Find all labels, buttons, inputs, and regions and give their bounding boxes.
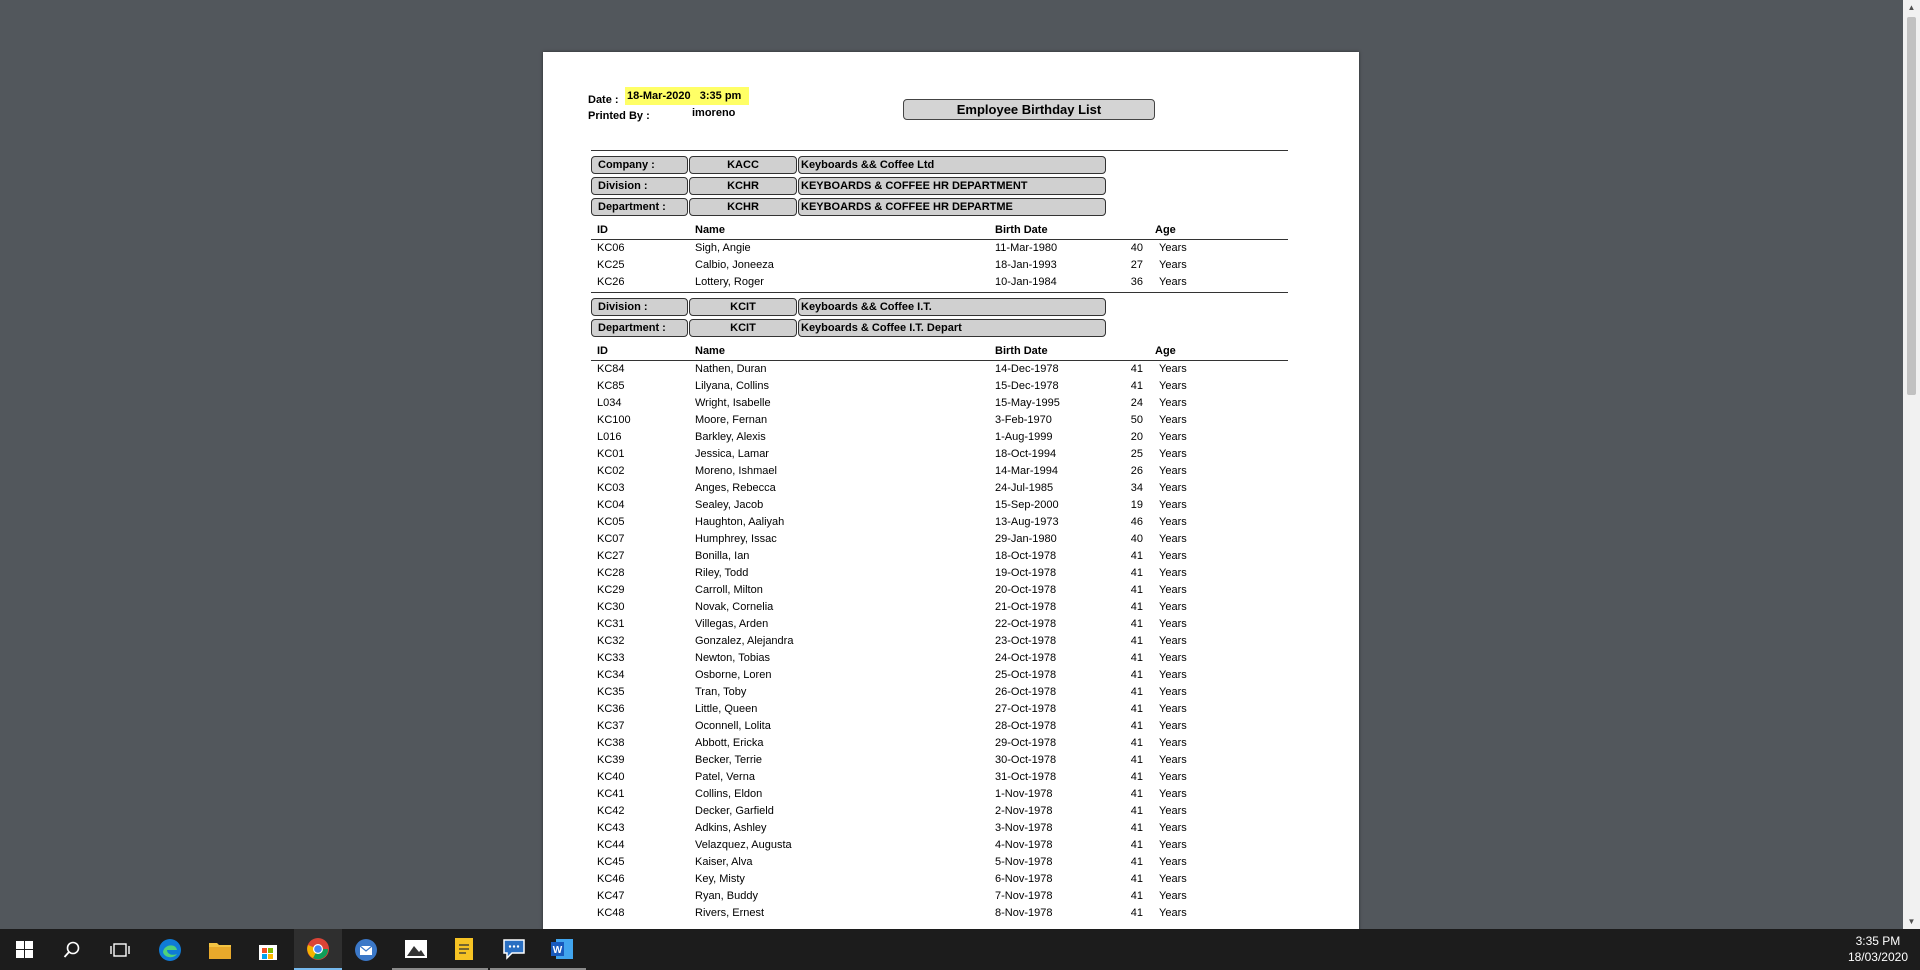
age-unit: Years — [1159, 380, 1187, 392]
employee-id: KC39 — [597, 754, 625, 766]
employee-name: Wright, Isabelle — [695, 397, 771, 409]
employee-name: Moore, Fernan — [695, 414, 768, 426]
department-name: Keyboards & Coffee I.T. Depart — [798, 319, 1106, 337]
department-code: KCHR — [689, 198, 797, 216]
age-value: 41 — [1130, 703, 1143, 715]
birth-date: 13-Aug-1973 — [995, 516, 1059, 528]
table-row — [543, 686, 1359, 703]
date-time-value — [625, 90, 749, 102]
age-value: 25 — [1130, 448, 1143, 460]
report-title: Employee Birthday List — [903, 99, 1155, 120]
employee-id: KC84 — [597, 363, 625, 375]
employee-id: KC07 — [597, 533, 625, 545]
employee-id: KC04 — [597, 499, 625, 511]
table-row — [543, 618, 1359, 635]
table-row — [543, 242, 1359, 259]
employee-name: Little, Queen — [695, 703, 758, 715]
age-value: 41 — [1130, 618, 1143, 630]
birth-date: 2-Nov-1978 — [995, 805, 1053, 817]
employee-name: Sealey, Jacob — [695, 499, 764, 511]
age-unit: Years — [1159, 397, 1187, 409]
word-icon[interactable] — [538, 929, 586, 970]
employee-id: KC48 — [597, 907, 625, 919]
employee-name: Gonzalez, Alejandra — [695, 635, 794, 647]
birth-date: 31-Oct-1978 — [995, 771, 1057, 783]
table-row — [543, 873, 1359, 890]
vertical-scrollbar[interactable] — [1903, 0, 1920, 929]
age-value: 50 — [1130, 414, 1143, 426]
age-unit: Years — [1159, 448, 1187, 460]
birth-date: 28-Oct-1978 — [995, 720, 1057, 732]
birth-date: 1-Aug-1999 — [995, 431, 1053, 443]
employee-name: Ryan, Buddy — [695, 890, 758, 902]
scroll-down-arrow-icon[interactable]: ▼ — [1907, 917, 1916, 926]
employee-id: L034 — [597, 397, 622, 409]
employee-name: Oconnell, Lolita — [695, 720, 771, 732]
table-row — [543, 856, 1359, 873]
task-view-icon[interactable] — [96, 929, 144, 970]
age-unit: Years — [1159, 754, 1187, 766]
table-row — [543, 259, 1359, 276]
employee-name: Moreno, Ishmael — [695, 465, 777, 477]
birth-date: 20-Oct-1978 — [995, 584, 1057, 596]
age-value: 41 — [1130, 363, 1143, 375]
search-icon[interactable] — [48, 929, 96, 970]
date-value: 18-Mar-2020 — [627, 90, 691, 102]
age-value: 41 — [1130, 890, 1143, 902]
employee-name: Patel, Verna — [695, 771, 755, 783]
table-row — [543, 380, 1359, 397]
column-rule — [591, 239, 1288, 240]
table-row — [543, 516, 1359, 533]
table-row — [543, 601, 1359, 618]
age-unit: Years — [1159, 635, 1187, 647]
employee-id: KC42 — [597, 805, 625, 817]
table-row — [543, 652, 1359, 669]
employee-name: Kaiser, Alva — [695, 856, 753, 868]
age-value: 41 — [1130, 737, 1143, 749]
birth-date: 24-Oct-1978 — [995, 652, 1057, 664]
age-value: 41 — [1130, 805, 1143, 817]
birth-date: 6-Nov-1978 — [995, 873, 1053, 885]
age-value: 41 — [1130, 907, 1143, 919]
birth-date: 14-Dec-1978 — [995, 363, 1059, 375]
table-row — [543, 533, 1359, 550]
division-label: Division : — [591, 177, 688, 195]
table-row — [543, 567, 1359, 584]
age-value: 41 — [1130, 686, 1143, 698]
birth-date: 15-May-1995 — [995, 397, 1060, 409]
age-unit: Years — [1159, 686, 1187, 698]
age-unit: Years — [1159, 839, 1187, 851]
age-value: 24 — [1130, 397, 1143, 409]
birth-date: 22-Oct-1978 — [995, 618, 1057, 630]
company-label: Company : — [591, 156, 688, 174]
employee-id: KC31 — [597, 618, 625, 630]
age-value: 19 — [1130, 499, 1143, 511]
age-unit: Years — [1159, 259, 1187, 271]
birth-date: 7-Nov-1978 — [995, 890, 1053, 902]
photos-icon[interactable] — [392, 929, 440, 970]
department-label: Department : — [591, 319, 688, 337]
employee-name: Calbio, Joneeza — [695, 259, 774, 271]
company-code: KACC — [689, 156, 797, 174]
department-name: KEYBOARDS & COFFEE HR DEPARTME — [798, 198, 1106, 216]
age-unit: Years — [1159, 550, 1187, 562]
table-row — [543, 771, 1359, 788]
employee-id: KC40 — [597, 771, 625, 783]
age-unit: Years — [1159, 533, 1187, 545]
birth-date: 26-Oct-1978 — [995, 686, 1057, 698]
age-unit: Years — [1159, 805, 1187, 817]
table-row — [543, 635, 1359, 652]
sticky-notes-icon[interactable] — [440, 929, 488, 970]
feedback-icon[interactable] — [490, 929, 538, 970]
employee-name: Abbott, Ericka — [695, 737, 764, 749]
birth-date: 11-Mar-1980 — [995, 242, 1058, 254]
employee-id: KC29 — [597, 584, 625, 596]
division-code: KCHR — [689, 177, 797, 195]
age-value: 41 — [1130, 652, 1143, 664]
birth-date: 19-Oct-1978 — [995, 567, 1057, 579]
age-value: 34 — [1130, 482, 1143, 494]
employee-id: KC47 — [597, 890, 625, 902]
scroll-thumb[interactable] — [1907, 17, 1916, 395]
age-unit: Years — [1159, 363, 1187, 375]
employee-id: KC32 — [597, 635, 625, 647]
age-value: 41 — [1130, 567, 1143, 579]
employee-id: KC37 — [597, 720, 625, 732]
store-icon[interactable] — [244, 929, 292, 970]
clock-time: 3:35 PM — [1855, 934, 1901, 948]
age-unit: Years — [1159, 618, 1187, 630]
table-row — [543, 669, 1359, 686]
age-value: 41 — [1130, 771, 1143, 783]
employee-id: KC46 — [597, 873, 625, 885]
employee-id: KC25 — [597, 259, 625, 271]
employee-name: Rivers, Ernest — [695, 907, 765, 919]
table-row — [543, 805, 1359, 822]
age-value: 41 — [1130, 788, 1143, 800]
age-value: 41 — [1130, 550, 1143, 562]
header-rule — [591, 150, 1288, 151]
birth-date: 23-Oct-1978 — [995, 635, 1057, 647]
employee-id: KC34 — [597, 669, 625, 681]
table-row — [543, 363, 1359, 380]
age-value: 41 — [1130, 856, 1143, 868]
employee-name: Anges, Rebecca — [695, 482, 776, 494]
table-row — [543, 788, 1359, 805]
employee-name: Villegas, Arden — [695, 618, 769, 630]
birth-date: 15-Dec-1978 — [995, 380, 1059, 392]
col-age-header: Age — [1155, 345, 1176, 357]
employee-id: KC26 — [597, 276, 625, 288]
clock-date: 18/03/2020 — [1847, 950, 1908, 964]
age-unit: Years — [1159, 601, 1187, 613]
age-unit: Years — [1159, 788, 1187, 800]
col-birthdate-header: Birth Date — [995, 224, 1048, 236]
age-value: 41 — [1130, 669, 1143, 681]
company-name: Keyboards && Coffee Ltd — [798, 156, 1106, 174]
col-name-header: Name — [695, 345, 725, 357]
employee-id: KC100 — [597, 414, 631, 426]
age-unit: Years — [1159, 652, 1187, 664]
age-value: 41 — [1130, 601, 1143, 613]
age-value: 41 — [1130, 839, 1143, 851]
department-code: KCIT — [689, 319, 797, 337]
birth-date: 30-Oct-1978 — [995, 754, 1057, 766]
group-rule — [591, 292, 1288, 293]
taskbar — [0, 929, 1920, 970]
division-name: KEYBOARDS & COFFEE HR DEPARTMENT — [798, 177, 1106, 195]
birth-date: 8-Nov-1978 — [995, 907, 1053, 919]
col-age-header: Age — [1155, 224, 1176, 236]
table-row — [543, 465, 1359, 482]
table-row — [543, 276, 1359, 293]
birth-date: 1-Nov-1978 — [995, 788, 1053, 800]
employee-name: Velazquez, Augusta — [695, 839, 792, 851]
table-row — [543, 907, 1359, 924]
table-row — [543, 754, 1359, 771]
age-value: 40 — [1130, 533, 1143, 545]
division-code: KCIT — [689, 298, 797, 316]
birth-date: 3-Nov-1978 — [995, 822, 1053, 834]
age-unit: Years — [1159, 720, 1187, 732]
employee-name: Key, Misty — [695, 873, 745, 885]
age-value: 41 — [1130, 822, 1143, 834]
col-birthdate-header: Birth Date — [995, 345, 1048, 357]
scroll-up-arrow-icon[interactable]: ▲ — [1907, 3, 1916, 12]
mail-icon[interactable] — [342, 929, 390, 970]
employee-name: Bonilla, Ian — [695, 550, 750, 562]
age-unit: Years — [1159, 242, 1187, 254]
table-row — [543, 839, 1359, 856]
chrome-icon[interactable] — [294, 929, 342, 970]
age-unit: Years — [1159, 431, 1187, 443]
age-unit: Years — [1159, 771, 1187, 783]
report-page — [543, 52, 1359, 929]
employee-id: KC45 — [597, 856, 625, 868]
employee-id: KC27 — [597, 550, 625, 562]
birth-date: 25-Oct-1978 — [995, 669, 1057, 681]
employee-name: Decker, Garfield — [695, 805, 774, 817]
table-row — [543, 550, 1359, 567]
table-row — [543, 499, 1359, 516]
age-unit: Years — [1159, 873, 1187, 885]
employee-id: KC28 — [597, 567, 625, 579]
col-id-header: ID — [597, 345, 608, 357]
employee-name: Tran, Toby — [695, 686, 747, 698]
windows-start-icon[interactable] — [0, 929, 48, 970]
age-unit: Years — [1159, 276, 1187, 288]
table-row — [543, 397, 1359, 414]
employee-id: KC38 — [597, 737, 625, 749]
col-name-header: Name — [695, 224, 725, 236]
birth-date: 27-Oct-1978 — [995, 703, 1057, 715]
age-value: 40 — [1130, 242, 1143, 254]
division-label: Division : — [591, 298, 688, 316]
col-id-header: ID — [597, 224, 608, 236]
birth-date: 24-Jul-1985 — [995, 482, 1054, 494]
table-row — [543, 703, 1359, 720]
employee-name: Adkins, Ashley — [695, 822, 767, 834]
employee-name: Lottery, Roger — [695, 276, 764, 288]
birth-date: 29-Jan-1980 — [995, 533, 1057, 545]
employee-id: KC36 — [597, 703, 625, 715]
employee-id: KC30 — [597, 601, 625, 613]
employee-id: L016 — [597, 431, 622, 443]
age-value: 41 — [1130, 380, 1143, 392]
employee-name: Carroll, Milton — [695, 584, 763, 596]
birth-date: 18-Oct-1978 — [995, 550, 1057, 562]
age-value: 41 — [1130, 754, 1143, 766]
employee-name: Collins, Eldon — [695, 788, 763, 800]
employee-name: Riley, Todd — [695, 567, 749, 579]
birth-date: 29-Oct-1978 — [995, 737, 1057, 749]
age-value: 41 — [1130, 873, 1143, 885]
employee-name: Nathen, Duran — [695, 363, 767, 375]
age-unit: Years — [1159, 669, 1187, 681]
age-unit: Years — [1159, 737, 1187, 749]
employee-name: Sigh, Angie — [695, 242, 751, 254]
age-value: 41 — [1130, 720, 1143, 732]
employee-id: KC85 — [597, 380, 625, 392]
employee-id: KC43 — [597, 822, 625, 834]
birth-date: 10-Jan-1984 — [995, 276, 1057, 288]
employee-id: KC35 — [597, 686, 625, 698]
table-row — [543, 584, 1359, 601]
table-row — [543, 720, 1359, 737]
age-unit: Years — [1159, 567, 1187, 579]
time-value: 3:35 pm — [699, 90, 742, 102]
employee-name: Novak, Cornelia — [695, 601, 774, 613]
age-value: 41 — [1130, 635, 1143, 647]
employee-name: Barkley, Alexis — [695, 431, 766, 443]
table-row — [543, 482, 1359, 499]
age-unit: Years — [1159, 890, 1187, 902]
birth-date: 21-Oct-1978 — [995, 601, 1057, 613]
employee-id: KC33 — [597, 652, 625, 664]
age-unit: Years — [1159, 856, 1187, 868]
employee-name: Newton, Tobias — [695, 652, 771, 664]
birth-date: 15-Sep-2000 — [995, 499, 1059, 511]
table-row — [543, 431, 1359, 448]
age-value: 46 — [1130, 516, 1143, 528]
employee-id: KC02 — [597, 465, 625, 477]
birth-date: 3-Feb-1970 — [995, 414, 1052, 426]
age-value: 26 — [1130, 465, 1143, 477]
svg-text:W: W — [552, 944, 563, 956]
age-unit: Years — [1159, 482, 1187, 494]
birth-date: 18-Oct-1994 — [995, 448, 1057, 460]
table-row — [543, 448, 1359, 465]
system-clock[interactable] — [1848, 933, 1908, 965]
employee-id: KC05 — [597, 516, 625, 528]
age-value: 36 — [1130, 276, 1143, 288]
age-value: 20 — [1130, 431, 1143, 443]
edge-icon[interactable] — [146, 929, 194, 970]
age-unit: Years — [1159, 414, 1187, 426]
employee-id: KC01 — [597, 448, 625, 460]
file-explorer-icon[interactable] — [196, 929, 244, 970]
age-unit: Years — [1159, 499, 1187, 511]
age-unit: Years — [1159, 584, 1187, 596]
employee-id: KC41 — [597, 788, 625, 800]
column-rule — [591, 360, 1288, 361]
date-label: Date : — [588, 94, 619, 106]
birth-date: 4-Nov-1978 — [995, 839, 1053, 851]
age-value: 41 — [1130, 584, 1143, 596]
employee-name: Jessica, Lamar — [695, 448, 769, 460]
printed-by-value: imoreno — [692, 107, 736, 119]
table-row — [543, 822, 1359, 839]
employee-id: KC44 — [597, 839, 625, 851]
department-label: Department : — [591, 198, 688, 216]
age-value: 27 — [1130, 259, 1143, 271]
division-name: Keyboards && Coffee I.T. — [798, 298, 1106, 316]
birth-date: 5-Nov-1978 — [995, 856, 1053, 868]
age-unit: Years — [1159, 465, 1187, 477]
employee-name: Haughton, Aaliyah — [695, 516, 785, 528]
employee-name: Humphrey, Issac — [695, 533, 777, 545]
employee-name: Becker, Terrie — [695, 754, 763, 766]
table-row — [543, 737, 1359, 754]
age-unit: Years — [1159, 703, 1187, 715]
employee-name: Lilyana, Collins — [695, 380, 769, 392]
table-row — [543, 890, 1359, 907]
age-unit: Years — [1159, 516, 1187, 528]
age-unit: Years — [1159, 907, 1187, 919]
age-unit: Years — [1159, 822, 1187, 834]
table-row — [543, 414, 1359, 431]
employee-id: KC06 — [597, 242, 625, 254]
birth-date: 14-Mar-1994 — [995, 465, 1058, 477]
employee-name: Osborne, Loren — [695, 669, 772, 681]
birth-date: 18-Jan-1993 — [995, 259, 1057, 271]
employee-id: KC03 — [597, 482, 625, 494]
printed-by-label: Printed By : — [588, 110, 650, 122]
